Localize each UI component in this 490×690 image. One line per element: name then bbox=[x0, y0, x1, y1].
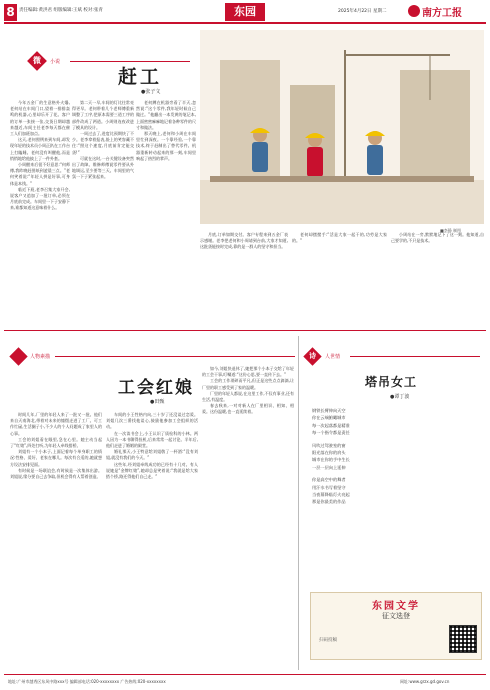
footer-rule bbox=[4, 674, 486, 675]
poem-line: 每一个指令都是责任 bbox=[312, 430, 350, 436]
poem-line: 风吹过驾驶室的窗 bbox=[312, 442, 346, 448]
brand-name: 南方工报 bbox=[422, 7, 462, 19]
paragraph: 工会的刘姐看在眼里,急在心里。她主动当起了“红娘”,四处打听,为年轻人牵线搭桥。 bbox=[10, 436, 102, 449]
paragraph: 工会的工作琐碎而平凡,但正是这些点点滴滴,让厂里的职工感受到了家的温暖。 bbox=[202, 378, 294, 390]
paragraph: 厂里的年轻人都说,在这里工作,不仅有事业,还有生活,有温度。 bbox=[202, 390, 294, 403]
section-name: 东园 bbox=[234, 5, 256, 18]
paragraph: 有时候是一场联谊会,有时候是一次集体出游。刘姐说,缘分要自己去争取,但机会得有人帮着创造。 bbox=[10, 467, 102, 480]
paragraph: 婚礼那天,小王特意给刘姐敬了一杯酒:“没有刘姐,就没有我们的今天。” bbox=[106, 449, 198, 461]
workers-illustration bbox=[200, 30, 484, 224]
poem-line: 钢铁长臂伸向天空 bbox=[312, 408, 346, 413]
brand-logo bbox=[408, 3, 462, 19]
paragraph: 第二天一早,车间的灯比往常亮得更早。老何带着几个老师傅重新调整了工序,把原本需要三道工序的部件改成了两道。小周则连夜改进了模具的设计。 bbox=[72, 100, 134, 130]
poem-line: 你是高空中的舞者 bbox=[312, 477, 346, 483]
section-tab bbox=[225, 3, 265, 21]
poem-line: 一层一层向上延伸 bbox=[312, 464, 346, 470]
issue-date: 2025年4月22日 星期二 bbox=[338, 9, 387, 14]
banner-note: 扫码投稿 bbox=[319, 638, 337, 643]
poem-column-rule bbox=[350, 356, 480, 357]
page-number-box bbox=[4, 4, 17, 21]
poem-body bbox=[312, 407, 482, 557]
footer-info: 地址:广州市越秀区东风中路xxx号 编辑部电话:020-xxxxxxxx 广告热线:020-xxxxxxxx bbox=[8, 679, 166, 684]
photo-credit: ■李静 制图 bbox=[440, 228, 462, 233]
column-char: 微 bbox=[33, 56, 41, 65]
story1-col1 bbox=[10, 100, 70, 322]
poem-line: 用汗水书写着坚守 bbox=[312, 484, 346, 490]
paragraph: 可就在这时,一台关键设备突然出了故障。维修师傅说零件要从外地调运,至少要等三天。车间里的气氛一下子紧张起来。 bbox=[72, 155, 134, 180]
paragraph: 如今,刘姐快退休了,她把那个小本子交给了年轻的工会干事,叮嘱道:“这份心思,要一直传下去。” bbox=[202, 366, 294, 378]
story1-col3 bbox=[136, 100, 196, 322]
story2-column-rule bbox=[55, 356, 295, 357]
story2-col3 bbox=[202, 366, 294, 668]
sun-logo-icon bbox=[408, 5, 420, 17]
paragraph: 一周过去了,进度比预期快了不少。老李拿着报表,脸上的笑容藏不住:“照这个速度,月底前肯定能交货!” bbox=[72, 131, 134, 155]
paragraph: 老何却摆摆手:“活是大家一起干的,功劳是大家的。” bbox=[292, 232, 387, 244]
paragraph: 那天晚上,老何和小周在车间里忙到深夜。一个靠经验,一个靠技术,终于赶制出了替代零件。机器重新转动起来的那一刻,车间里响起了热烈的掌声。 bbox=[136, 131, 196, 161]
paragraph: 刘姐有一个小本子,上面记着每个单身职工的情况:性格、爱好、老家在哪儿。每次有合适的,她就想方设法安排见面。 bbox=[10, 449, 102, 467]
story1-col4 bbox=[200, 232, 288, 322]
poem-title: 塔吊女工 bbox=[365, 375, 418, 389]
story2-column-label: 人物素描 bbox=[30, 354, 51, 360]
banner-title: 东园文学 bbox=[372, 601, 420, 612]
section-divider bbox=[4, 330, 486, 331]
qr-code-icon bbox=[449, 625, 477, 653]
story1-col6 bbox=[391, 232, 484, 322]
editor-line: 责任编辑:黄洪君 组版编辑:王斌 校对:张青 bbox=[19, 8, 103, 13]
banner-subtitle: 征文选登 bbox=[382, 612, 410, 620]
poem-line: 阳光落在你的肩头 bbox=[312, 450, 346, 456]
paragraph: 春去秋来,一对对新人在厂里相识、相知、相爱。这份温暖,也一直延续着。 bbox=[202, 403, 294, 415]
poem-column-label: 人世情 bbox=[325, 354, 341, 360]
poem-line: 你在云端俯瞰城市 bbox=[312, 415, 346, 421]
poem-line: 城市在你的手中生长 bbox=[312, 457, 350, 463]
paragraph: 车间的小王性格内向,三十岁了还没谈过恋爱。刘姐几次三番找他谈心,鼓励他参加工会组织的活动。 bbox=[106, 412, 198, 430]
story2-author: ●田甄 bbox=[150, 399, 165, 405]
poem-column-char: 诗 bbox=[309, 352, 316, 360]
story2-col2 bbox=[106, 412, 198, 668]
story1-title: 赶工 bbox=[118, 66, 163, 88]
column-label: 小说 bbox=[50, 59, 61, 65]
paragraph: 临近下班,老李召集大家开会,说客户又追加了一批订单,必须在月底前完成。车间里一下子安静下来,谁都知道这意味着什么。 bbox=[10, 186, 70, 211]
paragraph: 在一次读书会上,小王认识了质检科的小林。两人因为一本书聊得投机,后来常常一起讨论。半年后,他们走进了婚姻的殿堂。 bbox=[106, 430, 198, 449]
paragraph: 老何蹲在机器旁看了半天,忽然说:“这个零件,我年轻时候自己做过。”他翻出一本发黄的笔记本,上面密密麻麻地记着各种零件的尺寸和做法。 bbox=[136, 100, 196, 130]
paragraph: 这些年,经刘姐牵线成功的已经有十几对。有人说她是“金牌红娘”,她却总是笑着说:“我就是给大家搭个桥,路还得他们自己走。” bbox=[106, 461, 198, 480]
paragraph: 今年五金厂的生意格外火爆,老何站在车间门口,望着一排排轰鸣的机器,心里却乐开了花。客户的订单一张接一张,交货日期却越来越近,车间主任老李每天都在催工人们加班加点。 bbox=[10, 100, 70, 137]
poem-line: 那是你最美的作品 bbox=[312, 499, 346, 505]
story1-illustration bbox=[200, 30, 484, 224]
story1-col2 bbox=[72, 100, 134, 322]
story1-col5 bbox=[292, 232, 387, 322]
header-rule bbox=[4, 22, 486, 24]
paragraph: 月底,订单如期交付。客户专程来到五金厂表示感谢。老李把老何和小周请到台前,大家才知道,这批货能按时完成,靠的是一群人的坚守和担当。 bbox=[200, 232, 288, 250]
poem-line: 每一次起落都是精准 bbox=[312, 422, 350, 428]
story2-title: 工会红娘 bbox=[118, 378, 194, 398]
literary-banner bbox=[310, 592, 482, 660]
footer-website: 网址:www.grzx.gd.gov.cn bbox=[400, 679, 450, 684]
poem-line: 当夜幕降临灯火亮起 bbox=[312, 492, 350, 498]
paragraph: 这天,老何照例来到车间,却发现年轻的技术员小周正趴在工作台上打瞌睡。老何没有叫醒他,而是悄悄地给他披上了一件外套。 bbox=[10, 137, 70, 161]
paragraph: 小周醒来后很不好意思:“何师傅,我昨晚赶图纸到凌晨三点。”老何笑着说:“年轻人拼是好事,可身体是本钱。” bbox=[10, 162, 70, 186]
story2-stamp bbox=[9, 347, 27, 365]
paragraph: 小周站在一旁,默默地记下了这一刻。他知道,自己要学的,不只是技术。 bbox=[391, 232, 484, 244]
page-number: 8 bbox=[6, 5, 15, 19]
story1-author: ●张子文 bbox=[141, 89, 161, 95]
paragraph: 时间几年,厂里的年轻人来了一批又一批。他们来自天南海北,带着对未来的憧憬走进了工厂。可工作忙碌,生活圈子小,不少人的个人问题成了家里人的心事。 bbox=[10, 412, 102, 436]
story2-col1 bbox=[10, 412, 102, 668]
poem-author: ●谭丁波 bbox=[390, 394, 410, 400]
column-divider bbox=[298, 336, 299, 670]
